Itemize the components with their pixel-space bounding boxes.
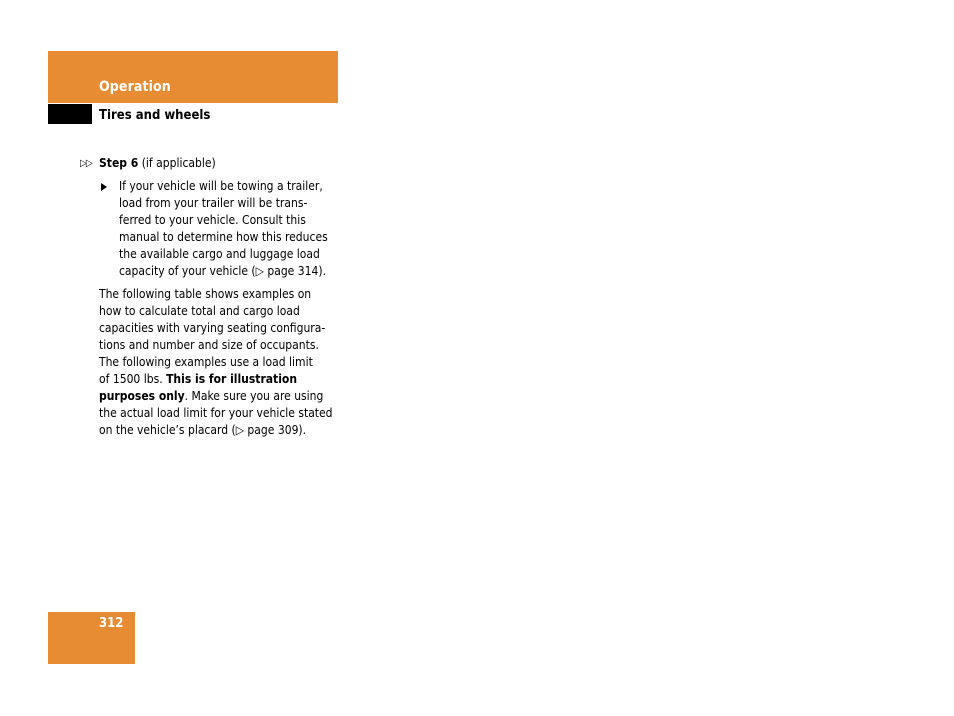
paragraph-line: on the vehicle’s placard (▷ page 309). (99, 423, 307, 437)
header-band (48, 51, 338, 103)
page-number: 312 (99, 616, 124, 631)
paragraph-line: . Make sure you are using (184, 389, 324, 403)
bullet-line: load from your trailer will be trans- (119, 196, 308, 210)
paragraph-line: The following examples use a load limit (99, 355, 313, 369)
section-tab-marker (48, 104, 92, 124)
paragraph-line: capacities with varying seating configura- (99, 321, 326, 335)
section-title: Operation (99, 79, 171, 95)
step-qualifier: (if applicable) (138, 156, 216, 170)
paragraph-line: tions and number and size of occupants. (99, 338, 319, 352)
paragraph-line: how to calculate total and cargo load (99, 304, 300, 318)
bullet-line: ferred to your vehicle. Consult this (119, 213, 306, 227)
instruction-bullet (99, 178, 344, 280)
paragraph-line: of 1500 lbs. (99, 372, 167, 386)
body-paragraph (99, 286, 344, 439)
paragraph-line: The following table shows examples on (99, 287, 312, 301)
continuation-arrows-icon: ▷▷ (80, 158, 92, 169)
paragraph-line: the actual load limit for your vehicle stated (99, 406, 333, 420)
bullet-triangle-icon (101, 183, 107, 191)
bullet-line: the available cargo and luggage load (119, 247, 320, 261)
bullet-line: If your vehicle will be towing a trailer, (119, 179, 323, 193)
bullet-text (119, 178, 344, 280)
emphasis-text: purposes only (99, 389, 185, 403)
emphasis-text: This is for illustration (166, 372, 298, 386)
subsection-title: Tires and wheels (99, 108, 211, 123)
bullet-line: capacity of your vehicle (▷ page 314). (119, 264, 326, 278)
bullet-line: manual to determine how this reduces (119, 230, 328, 244)
step-heading (80, 155, 344, 172)
page-content (80, 155, 344, 439)
step-label: Step 6 (99, 156, 139, 170)
